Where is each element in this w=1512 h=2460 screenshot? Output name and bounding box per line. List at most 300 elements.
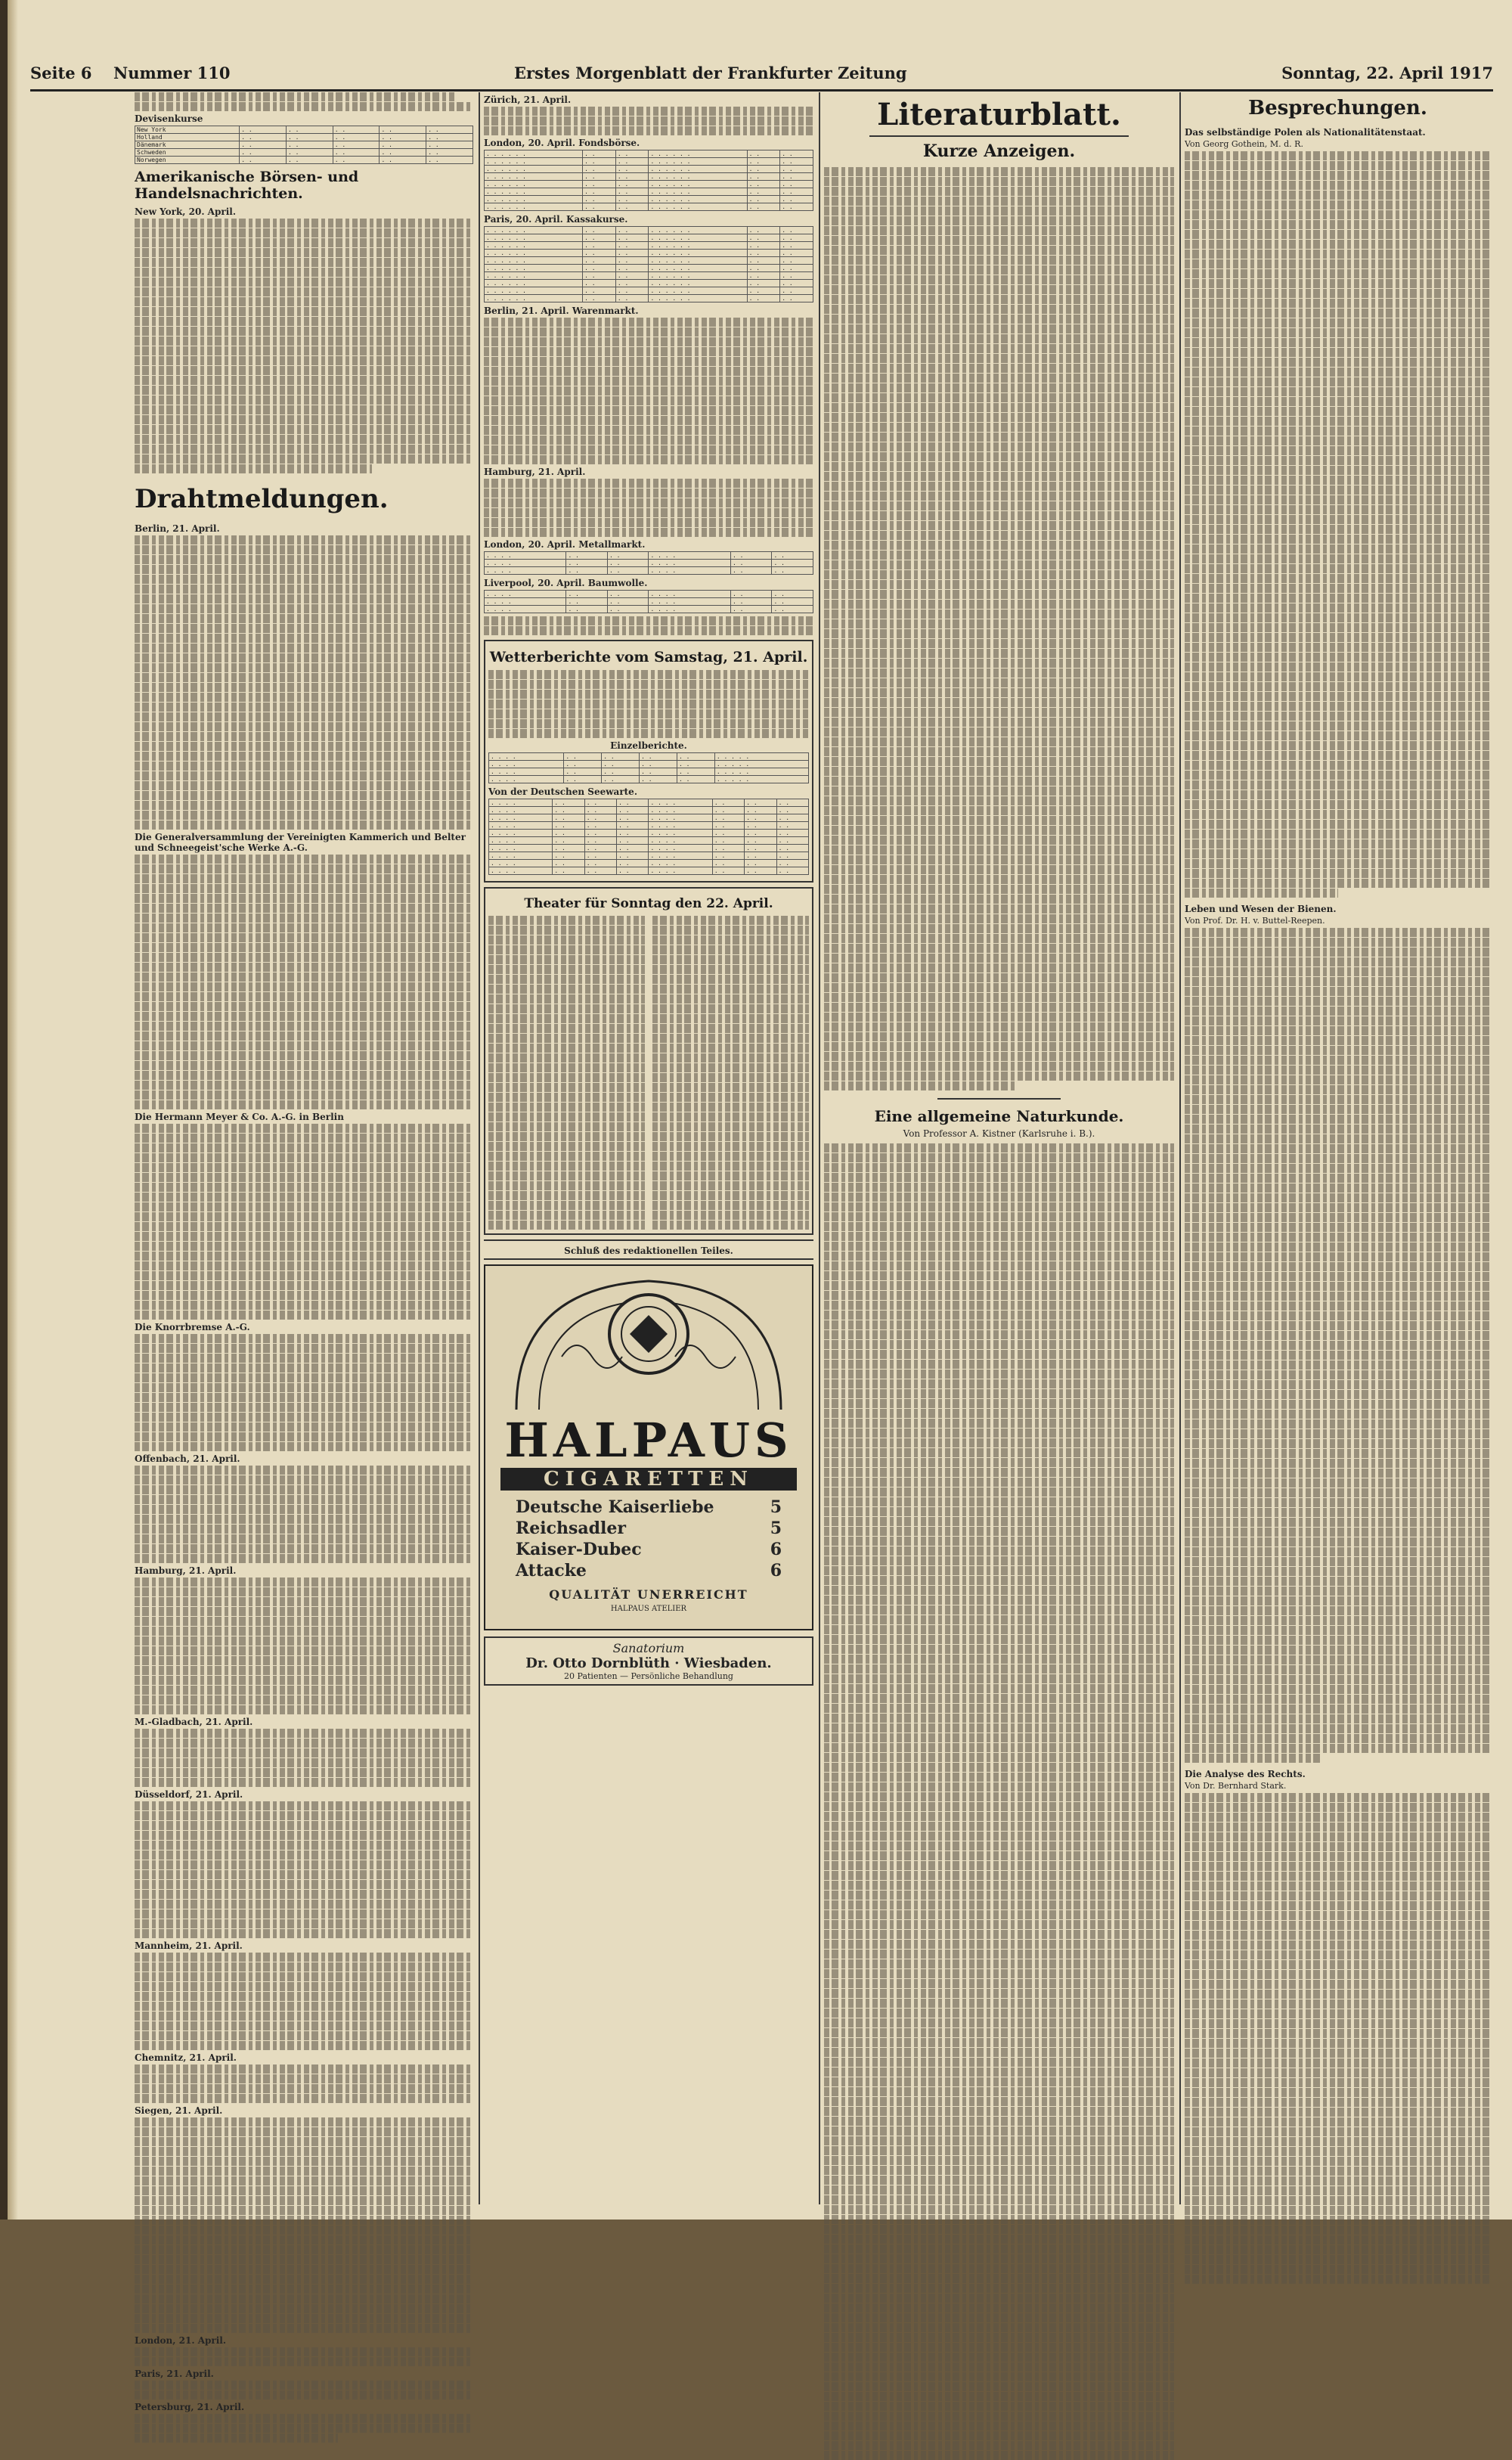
- text-line: [1185, 1095, 1491, 1104]
- review-author: Von Dr. Bernhard Stark.: [1185, 1781, 1287, 1791]
- table-cell: . .: [615, 188, 649, 196]
- text-line: [1185, 1075, 1491, 1084]
- text-line: [1185, 1901, 1491, 1910]
- text-line: [1185, 2068, 1491, 2077]
- text-line: [824, 2372, 1174, 2381]
- text-line: [824, 2244, 1174, 2254]
- text-line: [824, 2451, 1174, 2460]
- text-line: [135, 1051, 473, 1060]
- table-cell: . .: [584, 807, 616, 814]
- text-line: [824, 285, 1174, 294]
- text-line: [135, 2265, 473, 2274]
- text-line: [1185, 1459, 1491, 1468]
- table-cell: . . . . . .: [485, 166, 583, 173]
- text-line: [488, 729, 809, 738]
- text-line: [1185, 1734, 1491, 1743]
- section-subheading: Kurze Anzeigen.: [922, 141, 1076, 161]
- text-line: [824, 246, 1174, 255]
- text-line: [824, 1281, 1174, 1290]
- table-cell: . .: [745, 852, 776, 860]
- table-cell: . . . . . .: [485, 287, 583, 295]
- table-cell: . . . .: [649, 552, 730, 560]
- text-line: [1185, 1360, 1491, 1370]
- table-cell: . . . .: [485, 560, 566, 567]
- text-line: [135, 2031, 473, 2040]
- table-cell: . .: [426, 157, 473, 164]
- text-line: [1185, 1498, 1491, 1507]
- text-line: [1185, 1488, 1491, 1497]
- text-line: [135, 1919, 473, 1928]
- table-cell: . . . .: [489, 845, 553, 852]
- text-line: [824, 718, 1174, 727]
- text-line: [135, 1475, 473, 1484]
- text-line: [135, 405, 473, 414]
- table-cell: . . . . . .: [485, 250, 583, 257]
- table-cell: . .: [747, 272, 780, 280]
- text-line: [135, 2196, 473, 2205]
- text-line: [135, 2012, 473, 2021]
- text-line: [824, 187, 1174, 196]
- table-cell: . . . . . .: [649, 287, 747, 295]
- ornament-icon: [485, 1266, 812, 1417]
- table-cell: . .: [615, 166, 649, 173]
- text-line: [824, 2195, 1174, 2204]
- text-line: [824, 1792, 1174, 1801]
- text-line: [135, 92, 457, 101]
- table-cell: . . . . . .: [485, 150, 583, 158]
- text-line: [488, 709, 809, 718]
- text-line: [824, 2264, 1174, 2273]
- text-line: [1185, 2098, 1491, 2107]
- text-line: [135, 1962, 473, 1971]
- text-line: [824, 2274, 1174, 2283]
- text-line: [1185, 2176, 1491, 2185]
- text-line: [1185, 2127, 1491, 2136]
- text-line: [824, 1232, 1174, 1241]
- text-line: [824, 2176, 1174, 2185]
- text-line: [824, 1773, 1174, 1782]
- text-line: [135, 1953, 473, 1962]
- news-item-heading: Die Generalversammlung der Vereinigten Kammerich und Belter und Schneegeist'sche Werke A.-G.: [135, 832, 466, 853]
- text-line: [135, 575, 473, 584]
- table-cell: . . . .: [489, 830, 553, 837]
- table-cell: . .: [553, 822, 584, 830]
- text-line: [824, 501, 1174, 510]
- table-cell: . .: [780, 203, 813, 211]
- text-line: [1185, 584, 1491, 593]
- text-line: [1185, 1390, 1491, 1399]
- table-cell: . .: [380, 149, 426, 157]
- table-cell: . .: [776, 867, 808, 875]
- table-cell: . .: [584, 830, 616, 837]
- text-line: [135, 307, 473, 316]
- text-line: [824, 1999, 1174, 2008]
- text-line: [824, 845, 1174, 855]
- text-line: [824, 236, 1174, 245]
- text-line: [135, 565, 473, 574]
- table-cell: . .: [780, 295, 813, 302]
- text-line: [824, 924, 1174, 933]
- text-line: [488, 670, 809, 679]
- text-line: [652, 1152, 809, 1161]
- table-cell: . .: [712, 799, 744, 807]
- text-line: [488, 1014, 645, 1023]
- text-line: [824, 1851, 1174, 1860]
- table-cell: . .: [617, 837, 649, 845]
- text-line: [1185, 1636, 1491, 1645]
- text-line: [135, 1071, 473, 1080]
- text-line: [824, 708, 1174, 717]
- table-cell: . .: [333, 141, 380, 149]
- text-line: [1185, 1587, 1491, 1596]
- text-line: [488, 1103, 645, 1112]
- text-line: [1185, 505, 1491, 514]
- text-line: [135, 327, 473, 336]
- text-line: [135, 663, 473, 672]
- text-line: [1185, 1144, 1491, 1153]
- text-line: [135, 545, 473, 554]
- market-heading: Liverpool, 20. April. Baumwolle.: [484, 578, 648, 588]
- text-line: [824, 1527, 1174, 1536]
- text-line: [1185, 948, 1491, 957]
- table-cell: . .: [584, 837, 616, 845]
- table-cell: . .: [286, 141, 333, 149]
- table-cell: . . . .: [489, 768, 564, 776]
- table-cell: . .: [583, 242, 616, 250]
- ad-name: Dr. Otto Dornblüth · Wiesbaden.: [525, 1655, 772, 1671]
- text-line: [135, 904, 473, 913]
- text-line: [135, 2117, 473, 2127]
- table-cell: . . . .: [649, 852, 712, 860]
- text-line: [135, 287, 473, 296]
- table-cell: . . . . . .: [649, 272, 747, 280]
- text-line: [824, 511, 1174, 520]
- text-line: [824, 836, 1174, 845]
- text-line: [135, 2167, 473, 2176]
- text-line: [824, 1959, 1174, 1968]
- text-line: [1185, 1665, 1491, 1674]
- text-line: [135, 673, 473, 682]
- table-cell: . .: [776, 799, 808, 807]
- text-line: [824, 727, 1174, 737]
- table-cell: . .: [730, 606, 772, 613]
- text-line: [824, 954, 1174, 963]
- text-line: [488, 1152, 645, 1161]
- text-line: [488, 955, 645, 964]
- text-line: [824, 2412, 1174, 2421]
- theater-heading: Theater für Sonntag den 22. April.: [524, 896, 773, 911]
- news-item-heading: Chemnitz, 21. April.: [135, 2052, 237, 2063]
- currency-table: [135, 126, 473, 164]
- table-cell: . .: [286, 157, 333, 164]
- table-cell: . . . . . .: [485, 181, 583, 188]
- text-line: [135, 2255, 473, 2264]
- text-line: [1185, 820, 1491, 829]
- text-line: [652, 975, 809, 984]
- text-line: [488, 1053, 645, 1062]
- text-line: [652, 955, 809, 964]
- page-shadow: [8, 0, 18, 2220]
- text-line: [1185, 1292, 1491, 1301]
- text-line: [652, 1004, 809, 1013]
- table-cell: . .: [712, 814, 744, 822]
- ad-quality: QUALITÄT UNERREICHT: [549, 1587, 748, 1602]
- table-cell: . .: [640, 768, 677, 776]
- text-line: [135, 1841, 473, 1850]
- text-line: [824, 1143, 1174, 1152]
- text-line: [652, 935, 809, 945]
- text-line: [652, 1211, 809, 1220]
- text-line: [488, 1191, 645, 1200]
- table-cell: . .: [333, 134, 380, 141]
- text-line: [1185, 1125, 1491, 1134]
- text-line: [135, 634, 473, 643]
- text-line: [135, 1778, 473, 1787]
- text-line: [1185, 938, 1491, 947]
- table-cell: . . . .: [649, 591, 730, 598]
- text-line: [1185, 328, 1491, 337]
- text-line: [824, 1576, 1174, 1585]
- text-line: [824, 2235, 1174, 2244]
- ad-footer: HALPAUS ATELIER: [610, 1605, 687, 1613]
- text-line: [484, 426, 813, 435]
- text-line: [488, 680, 809, 689]
- table-cell: . .: [776, 837, 808, 845]
- text-line: [484, 436, 813, 445]
- ad-title: Sanatorium: [612, 1641, 685, 1655]
- text-line: [1185, 348, 1491, 357]
- table-cell: . .: [583, 173, 616, 181]
- table-cell: . .: [615, 158, 649, 166]
- market-heading: Paris, 20. April. Kassakurse.: [484, 214, 628, 225]
- text-line: [824, 295, 1174, 304]
- text-line: [824, 1468, 1174, 1477]
- text-line: [1185, 967, 1491, 976]
- table-cell: . .: [607, 560, 649, 567]
- text-line: [824, 197, 1174, 206]
- table-cell: . .: [615, 181, 649, 188]
- text-line: [1185, 1685, 1491, 1694]
- table-cell: . .: [780, 257, 813, 265]
- weather-subheading: Einzelberichte.: [610, 740, 687, 751]
- text-line: [824, 1537, 1174, 1546]
- text-line: [488, 1221, 645, 1230]
- text-line: [135, 762, 473, 771]
- text-line: [824, 816, 1174, 825]
- table-cell: . .: [712, 837, 744, 845]
- table-title: Devisenkurse: [135, 113, 203, 124]
- text-line: [484, 337, 813, 346]
- text-line: [824, 1163, 1174, 1172]
- table-cell: . . . .: [489, 860, 553, 867]
- table-cell: . .: [583, 272, 616, 280]
- table-cell: . . . .: [489, 837, 553, 845]
- text-line: [135, 1173, 473, 1182]
- table-cell: . .: [240, 134, 287, 141]
- table-cell: . .: [553, 830, 584, 837]
- text-line: [1185, 299, 1491, 308]
- table-cell: . .: [566, 598, 608, 606]
- text-line: [1185, 2088, 1491, 2097]
- text-line: [1185, 1881, 1491, 1891]
- table-cell: . .: [607, 606, 649, 613]
- table-cell: . .: [426, 126, 473, 134]
- text-line: [484, 455, 813, 464]
- text-line: [135, 2084, 473, 2093]
- text-line: [1185, 279, 1491, 288]
- table-cell: . .: [584, 860, 616, 867]
- text-line: [135, 874, 473, 883]
- text-line: [135, 1442, 473, 1451]
- text-line: [135, 1271, 473, 1280]
- table-cell: . .: [776, 822, 808, 830]
- text-line: [1185, 1518, 1491, 1527]
- text-line: [824, 944, 1174, 953]
- text-line: [824, 265, 1174, 275]
- table-cell: . . . .: [649, 567, 730, 575]
- ad-price-row: Kaiser-Dubec 6: [516, 1540, 782, 1559]
- text-line: [824, 737, 1174, 746]
- text-line: [135, 1373, 473, 1382]
- table-cell: . .: [747, 250, 780, 257]
- table-cell: . . . .: [489, 852, 553, 860]
- text-line: [1185, 2186, 1491, 2195]
- table-cell: . . . . . .: [649, 188, 747, 196]
- text-line: [135, 992, 473, 1001]
- table-cell: . .: [564, 761, 602, 768]
- table-cell: . .: [564, 753, 602, 761]
- text-line: [824, 2087, 1174, 2096]
- table-cell: . . . . . .: [485, 265, 583, 272]
- text-line: [824, 2353, 1174, 2362]
- text-line: [488, 975, 645, 984]
- text-line: [1185, 1262, 1491, 1271]
- text-line: [824, 1487, 1174, 1497]
- text-line: [135, 963, 473, 972]
- text-line: [1185, 2108, 1491, 2117]
- text-line: [1185, 2157, 1491, 2166]
- text-line: [824, 1448, 1174, 1457]
- text-line: [1185, 879, 1491, 888]
- table-cell: . . . .: [489, 822, 553, 830]
- text-line: [824, 629, 1174, 638]
- text-line: [484, 518, 813, 527]
- table-cell: . . . .: [485, 567, 566, 575]
- table-cell: . .: [583, 265, 616, 272]
- table-cell: . .: [426, 149, 473, 157]
- text-line: [824, 383, 1174, 392]
- text-line: [824, 1212, 1174, 1221]
- text-line: [1185, 1567, 1491, 1576]
- table-cell: . . . . . .: [485, 257, 583, 265]
- text-line: [484, 377, 813, 386]
- table-cell: . . . . . .: [649, 158, 747, 166]
- text-line: [824, 865, 1174, 874]
- text-line: [1185, 1134, 1491, 1143]
- table-cell: . .: [745, 860, 776, 867]
- table-cell: . .: [286, 126, 333, 134]
- table-cell: . .: [747, 234, 780, 242]
- text-line: [824, 315, 1174, 324]
- text-line: [824, 1242, 1174, 1251]
- column-rule: [1179, 92, 1181, 2204]
- text-line: [135, 1134, 473, 1143]
- text-line: [135, 219, 473, 228]
- text-line: [1185, 800, 1491, 809]
- text-line: [1185, 574, 1491, 583]
- text-line: [135, 1544, 473, 1553]
- text-line: [484, 498, 813, 507]
- text-line: [824, 2441, 1174, 2450]
- london-stock-table: [484, 150, 813, 211]
- table-cell: . .: [564, 776, 602, 783]
- text-line: [824, 1743, 1174, 1752]
- text-line: [484, 479, 813, 488]
- table-cell: . .: [745, 799, 776, 807]
- table-cell: . .: [747, 173, 780, 181]
- table-cell: . .: [730, 591, 772, 598]
- text-line: [1185, 1242, 1491, 1252]
- text-line: [824, 1409, 1174, 1418]
- table-cell: . .: [712, 845, 744, 852]
- text-line: [1185, 1557, 1491, 1566]
- text-line: [824, 1370, 1174, 1379]
- table-cell: . .: [615, 150, 649, 158]
- text-line: [488, 1034, 645, 1043]
- text-line: [135, 2235, 473, 2244]
- text-line: [824, 1032, 1174, 1041]
- text-line: [1185, 1960, 1491, 1969]
- text-line: [652, 1034, 809, 1043]
- text-line: [652, 1083, 809, 1092]
- table-cell: . .: [615, 227, 649, 234]
- text-line: [1185, 554, 1491, 563]
- text-line: [1185, 712, 1491, 721]
- text-line: [824, 531, 1174, 540]
- text-line: [824, 256, 1174, 265]
- text-line: [488, 994, 645, 1004]
- text-line: [1185, 1400, 1491, 1409]
- table-cell: . . . .: [649, 814, 712, 822]
- text-line: [484, 406, 813, 415]
- text-line: [135, 1354, 473, 1363]
- text-line: [135, 2226, 473, 2235]
- text-line: [135, 1505, 473, 1514]
- text-line: [652, 985, 809, 994]
- text-line: [135, 278, 473, 287]
- text-line: [1185, 1469, 1491, 1478]
- table-cell: Holland: [135, 134, 240, 141]
- text-line: [135, 2347, 473, 2356]
- table-cell: . . . . . .: [485, 242, 583, 250]
- news-item-heading: Die Knorrbremse A.-G.: [135, 1322, 250, 1332]
- text-line: [824, 560, 1174, 569]
- text-line: [1185, 1813, 1491, 1822]
- table-cell: . .: [772, 591, 813, 598]
- text-line: [824, 669, 1174, 678]
- text-line: [135, 1485, 473, 1494]
- text-line: [1185, 1154, 1491, 1163]
- table-cell: . .: [553, 867, 584, 875]
- news-item-heading: Offenbach, 21. April.: [135, 1453, 240, 1464]
- text-line: [824, 1802, 1174, 1811]
- halpaus-advertisement: [484, 1264, 813, 1630]
- table-cell: . . . . . .: [649, 257, 747, 265]
- text-line: [1185, 1852, 1491, 1861]
- text-line: [135, 1909, 473, 1919]
- text-line: [1185, 1872, 1491, 1881]
- text-line: [135, 1193, 473, 1202]
